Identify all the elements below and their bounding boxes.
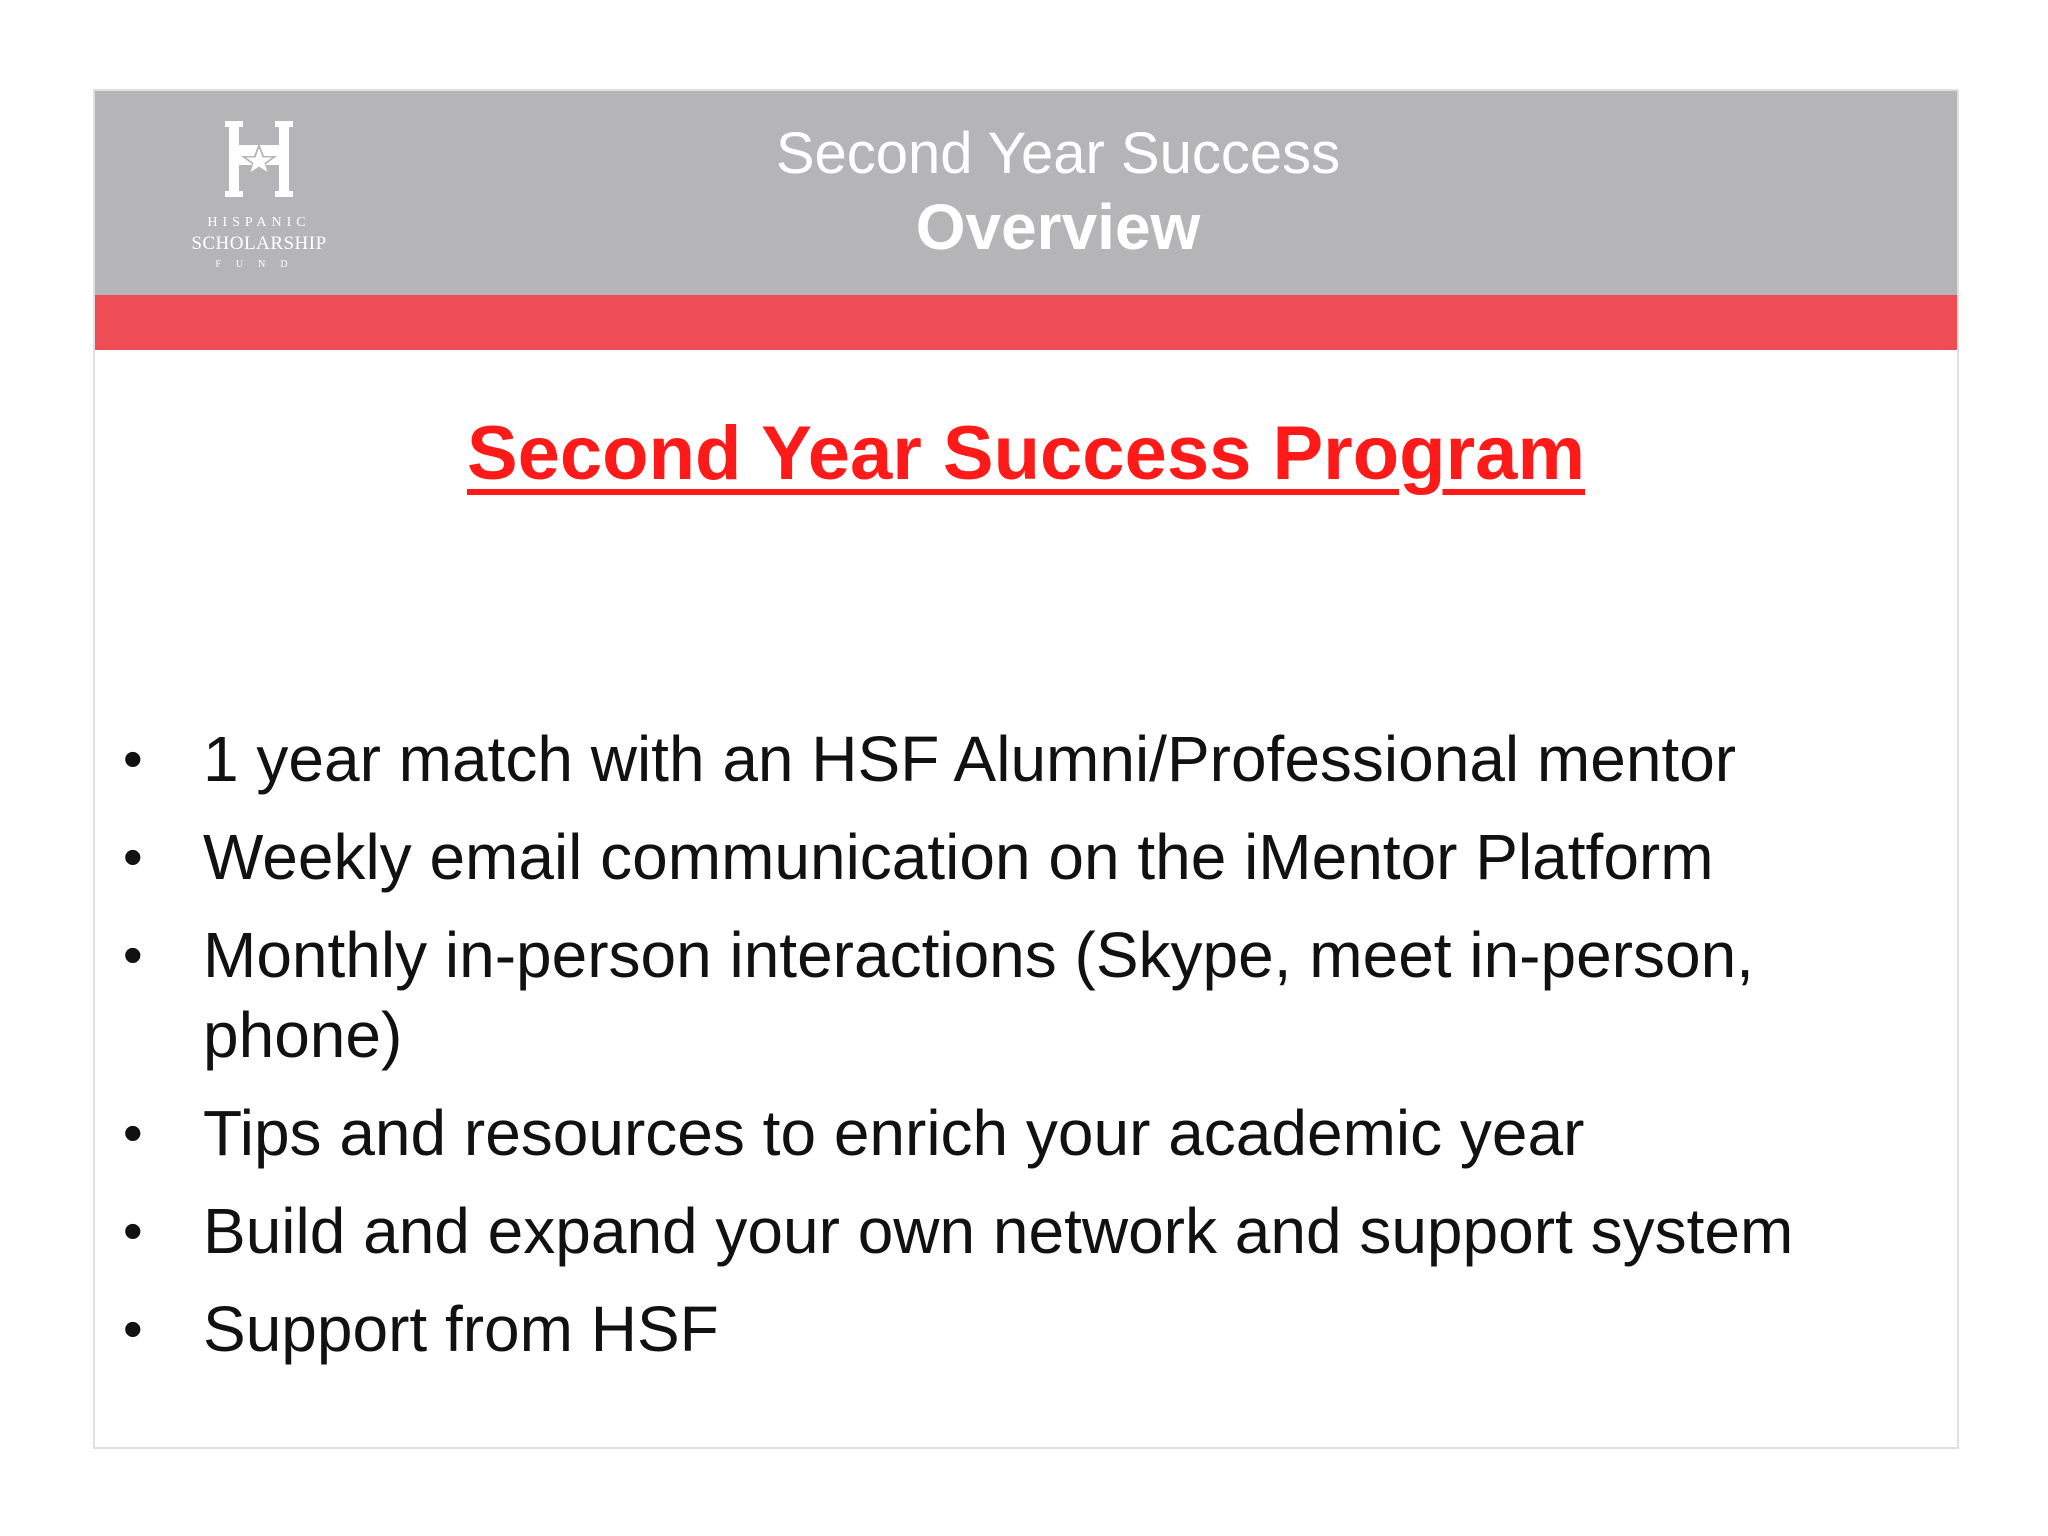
bullet-dot-icon: •: [123, 1199, 143, 1262]
header-band: [95, 91, 1957, 295]
header-title: Second Year Success: [775, 121, 1341, 186]
bullet-list: [95, 719, 1957, 1387]
accent-bar: [95, 295, 1957, 350]
slide: [93, 89, 1959, 1449]
header-subtitle: Overview: [915, 191, 1201, 263]
bullet-dot-icon: •: [123, 1101, 143, 1164]
bullet-dot-icon: •: [123, 825, 143, 888]
bullet-dot-icon: •: [123, 923, 143, 986]
bullet-text: Tips and resources to enrich your academic year: [203, 1097, 1585, 1169]
bullet-item: [95, 1191, 1957, 1271]
main-heading: [95, 409, 1957, 499]
bullet-dot-icon: •: [123, 727, 143, 790]
logo-text-scholarship: SCHOLARSHIP: [191, 233, 327, 254]
bullet-item: [95, 719, 1957, 799]
main-heading-text: Second Year Success Program: [466, 411, 1586, 496]
logo-text-fund: FUND: [215, 259, 303, 270]
logo-text-hispanic: HISPANIC: [207, 215, 311, 230]
bullet-item: [95, 915, 1957, 1075]
bullet-text: Support from HSF: [203, 1293, 719, 1365]
bullet-item: [95, 817, 1957, 897]
bullet-item: [95, 1093, 1957, 1173]
bullet-item: [95, 1289, 1957, 1369]
bullet-text: Weekly email communication on the iMentor Platform: [203, 821, 1714, 893]
bullet-dot-icon: •: [123, 1297, 143, 1360]
bullet-text: Monthly in-person interactions (Skype, meet in-person, phone): [203, 919, 1754, 1071]
bullet-text: 1 year match with an HSF Alumni/Professional mentor: [203, 723, 1737, 795]
bullet-text: Build and expand your own network and support system: [203, 1195, 1794, 1267]
